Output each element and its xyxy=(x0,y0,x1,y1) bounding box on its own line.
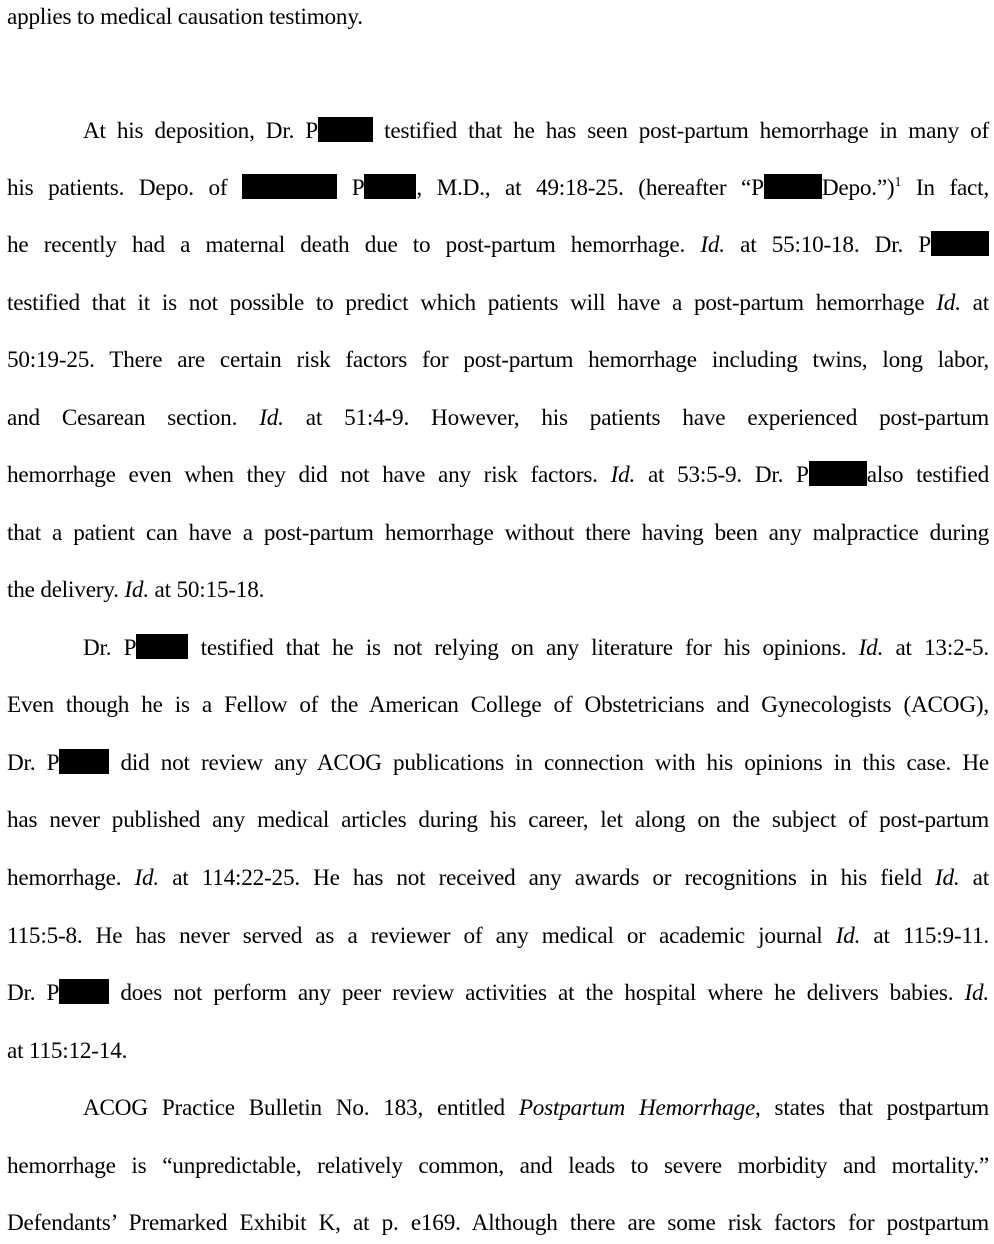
redaction-block xyxy=(809,461,867,486)
citation-id: Id. xyxy=(936,290,961,316)
citation-id: Id. xyxy=(134,865,160,891)
paragraph-text: at 114:22-25. He has not received any awards or recognitions in his field xyxy=(172,865,922,891)
paragraph-text: has never published any medical articles during his career, let along on the subject of post-partum xyxy=(7,807,989,833)
paragraph-text: also testified xyxy=(866,462,989,488)
redaction-block xyxy=(59,979,109,1004)
publication-title: Postpartum Hemorrhage xyxy=(518,1095,756,1121)
text-line xyxy=(7,228,989,262)
text-line xyxy=(83,1091,989,1125)
paragraph-text: at 115:12-14. xyxy=(7,1038,128,1064)
paragraph-text: At his deposition, Dr. P xyxy=(83,118,318,144)
redaction-block xyxy=(318,117,373,142)
text-line xyxy=(7,171,989,205)
redaction-block xyxy=(764,174,822,199)
paragraph-text: at 51:4-9. However, his patients have experienced post-partum xyxy=(305,405,989,431)
citation-id: Id. xyxy=(964,980,989,1006)
text-line xyxy=(7,286,989,320)
paragraph-text: does not perform any peer review activities at the hospital where he delivers babies. xyxy=(120,980,954,1006)
paragraph-text: did not review any ACOG publications in connection with his opinions in this case. He xyxy=(120,750,989,776)
paragraph-text: ACOG Practice Bulletin No. 183, entitled xyxy=(83,1095,505,1121)
text-line xyxy=(7,458,989,492)
paragraph-text: Dr. P xyxy=(7,980,60,1006)
paragraph-text: and Cesarean section. xyxy=(7,405,238,431)
paragraph-text: 50:19-25. There are certain risk factors for post-partum hemorrhage including twins, long labor, xyxy=(7,347,989,373)
text-line xyxy=(7,746,989,780)
redaction-block xyxy=(242,174,337,199)
paragraph-text: , M.D., at 49:18-25. (hereafter “P xyxy=(416,175,764,201)
text-line xyxy=(7,803,989,837)
paragraph-text: he recently had a maternal death due to post-partum hemorrhage. xyxy=(7,232,686,258)
text-line xyxy=(7,401,989,435)
text-line xyxy=(83,114,989,148)
text-line xyxy=(7,343,989,377)
paragraph-text: at 53:5-9. Dr. P xyxy=(647,462,809,488)
paragraph-text: at 55:10-18. Dr. P xyxy=(740,232,931,258)
text-line xyxy=(7,1034,127,1068)
paragraph-text: that a patient can have a post-partum hemorrhage without there having been any malpractice during xyxy=(7,520,989,546)
text-line xyxy=(7,0,363,34)
paragraph-text: P xyxy=(351,175,365,201)
redaction-block xyxy=(931,231,989,256)
redaction-block xyxy=(364,174,416,199)
paragraph-text: Even though he is a Fellow of the American College of Obstetricians and Gynecologists (ACOG), xyxy=(7,692,989,718)
redaction-block xyxy=(136,634,188,659)
citation-id: Id. xyxy=(124,577,149,603)
paragraph-text: Depo.”) xyxy=(821,175,895,201)
citation-id: Id. xyxy=(610,462,636,488)
text-line xyxy=(7,1149,989,1183)
text-line xyxy=(83,631,989,665)
paragraph-text: at xyxy=(972,290,989,316)
paragraph-text: 115:5-8. He has never served as a reviewer of any medical or academic journal xyxy=(7,923,823,949)
text-line xyxy=(7,919,989,953)
citation-id: Id. xyxy=(700,232,725,258)
paragraph-text: hemorrhage. xyxy=(7,865,122,891)
text-line xyxy=(7,516,989,550)
paragraph-text: testified that it is not possible to predict which patients will have a post-partum hemorrhage xyxy=(7,290,925,316)
text-line xyxy=(7,573,264,607)
paragraph-text: hemorrhage even when they did not have any risk factors. xyxy=(7,462,598,488)
text-line xyxy=(7,1206,989,1240)
paragraph-text: testified that he has seen post-partum hemorrhage in many of xyxy=(384,118,990,144)
citation-id: Id. xyxy=(858,635,884,661)
paragraph-text: at 115:9-11. xyxy=(873,923,989,949)
paragraph-text: his patients. Depo. of xyxy=(7,175,228,201)
paragraph-text: at 13:2-5. xyxy=(895,635,989,661)
paragraph-text: In fact, xyxy=(915,175,989,201)
text-line xyxy=(7,976,989,1010)
paragraph-text: testified that he is not relying on any literature for his opinions. xyxy=(200,635,847,661)
paragraph-text: Dr. P xyxy=(7,750,60,776)
paragraph-text: , states that postpartum xyxy=(755,1095,989,1121)
footnote-marker[interactable]: 1 xyxy=(894,175,902,190)
paragraph-text: at xyxy=(972,865,989,891)
text-line xyxy=(7,861,989,895)
paragraph-text: at 50:15-18. xyxy=(154,577,265,603)
paragraph-text: Dr. P xyxy=(83,635,137,661)
text-line xyxy=(7,688,989,722)
paragraph-text: applies to medical causation testimony. xyxy=(7,4,363,30)
paragraph-text: hemorrhage is “unpredictable, relatively common, and leads to severe morbidity and mortality.” xyxy=(7,1153,989,1179)
citation-id: Id. xyxy=(934,865,960,891)
citation-id: Id. xyxy=(259,405,284,431)
paragraph-text: Defendants’ Premarked Exhibit K, at p. e169. Although there are some risk factors for postpartum xyxy=(7,1210,989,1236)
redaction-block xyxy=(59,749,109,774)
paragraph-text: the delivery. xyxy=(7,577,119,603)
citation-id: Id. xyxy=(835,923,861,949)
